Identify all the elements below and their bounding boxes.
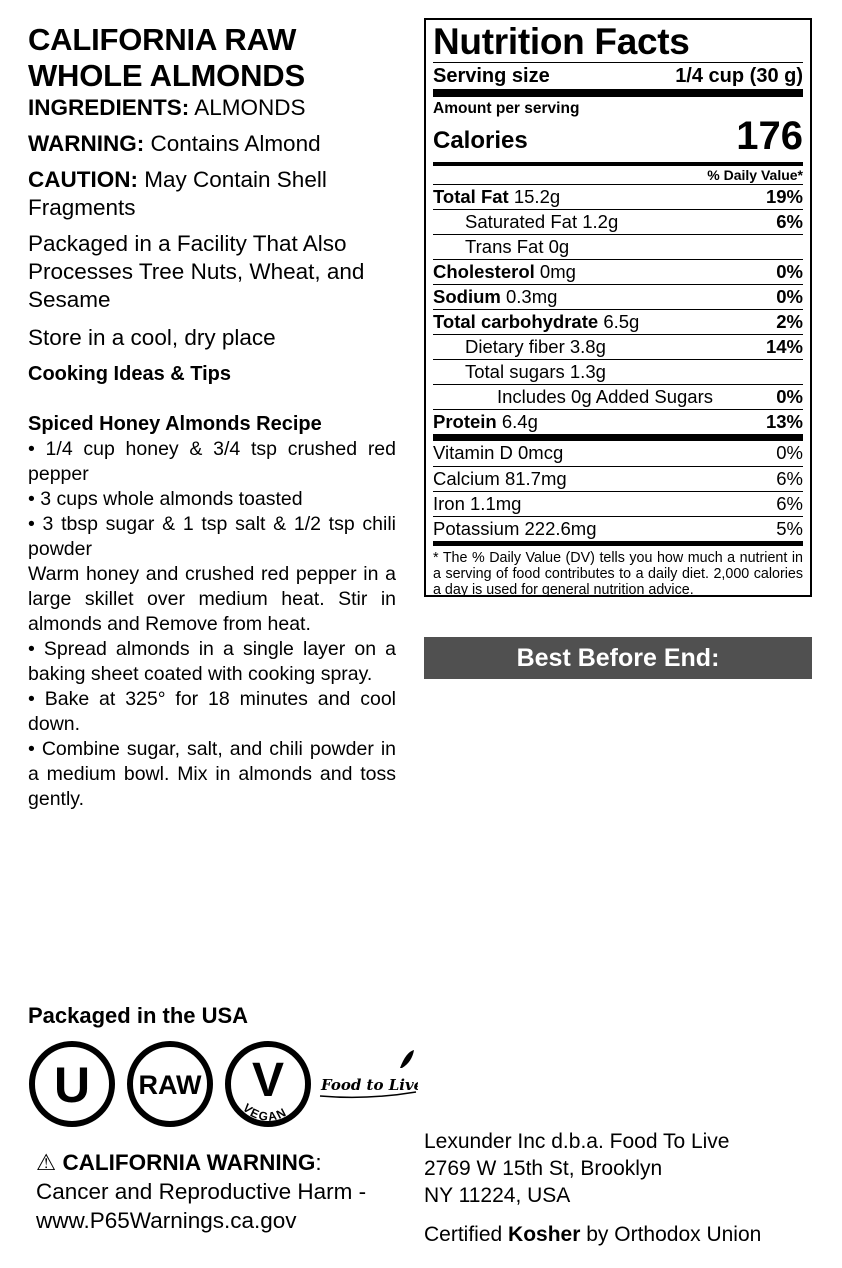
nutrient-name: Protein [433, 411, 497, 432]
recipe-step: • Combine sugar, salt, and chili powder in a medium bowl. Mix in almonds and toss gently. [28, 738, 396, 810]
nutrient-dv: 0% [776, 261, 803, 282]
ingredients-label: INGREDIENTS: [28, 95, 190, 120]
nutrient-row [433, 334, 803, 359]
nutrient-row [433, 384, 803, 409]
nutrient-name: Includes 0g Added Sugars [497, 386, 713, 407]
serving-size-value: 1/4 cup (30 g) [675, 65, 803, 87]
packaged-in-usa: Packaged in the USA [28, 1003, 249, 1028]
certification-logos [28, 1038, 418, 1130]
nutrient-dv: 6% [776, 211, 803, 232]
vitamin-dv: 6% [776, 468, 803, 489]
nutrient-row [433, 209, 803, 234]
vitamin-name: Calcium 81.7mg [433, 468, 567, 489]
vitamin-row [433, 516, 803, 541]
calories-value: 176 [736, 114, 803, 158]
nutrient-name: Trans Fat [465, 236, 544, 257]
recipe-step: • Bake at 325° for 18 minutes and cool down. [28, 688, 396, 735]
brand-text: Food to Live [321, 1076, 418, 1094]
recipe-step: Warm honey and crushed red pepper in a large skillet over medium heat. Stir in almonds and Remove from heat. [28, 563, 396, 635]
nutrient-amount: 6.5g [603, 311, 640, 332]
cooking-tips-heading: Cooking Ideas & Tips [28, 363, 231, 385]
recipe-steps [28, 437, 396, 812]
product-title-line1: CALIFORNIA RAW [28, 22, 297, 57]
vitamin-name: Vitamin D 0mcg [433, 442, 564, 463]
nutrient-amount: 15.2g [513, 186, 561, 207]
vitamin-dv: 0% [776, 442, 803, 463]
caution [28, 166, 396, 222]
vitamin-dv: 5% [776, 518, 803, 539]
facility-statement: Packaged in a Facility That Also Processes Tree Nuts, Wheat, and Sesame [28, 231, 365, 312]
vegan-text: VEGAN [240, 1100, 290, 1124]
nutrient-row [433, 234, 803, 259]
nutrient-amount: 0.3mg [505, 286, 558, 307]
serving-size-row [433, 63, 803, 89]
nutrient-name: Total Fat [433, 186, 509, 207]
nutrient-amount: 1.3g [569, 361, 606, 382]
daily-value-footnote: * The % Daily Value (DV) tells you how much a nutrient in a serving of food contributes to a daily diet. 2,000 calories a day is used for general nutrition advice. [433, 550, 803, 598]
raw-icon [130, 1044, 210, 1124]
vegan-v: V [251, 1054, 285, 1107]
warning [28, 130, 396, 158]
daily-value-header: % Daily Value* [433, 162, 803, 184]
calories-row [433, 114, 803, 158]
nutrient-name: Sodium [433, 286, 501, 307]
nutrient-amount: 0mg [539, 261, 576, 282]
caution-value: May Contain Shell Fragments [28, 167, 327, 220]
nutrient-row [433, 259, 803, 284]
best-before-banner: Best Before End: [424, 637, 812, 679]
vitamin-row [433, 441, 803, 466]
product-info-column [28, 22, 396, 812]
nutrient-name: Saturated Fat [465, 211, 578, 232]
recipe-step: • 1/4 cup honey & 3/4 tsp crushed red pepper [28, 438, 396, 485]
recipe-title: Spiced Honey Almonds Recipe [28, 413, 322, 435]
nutrient-amount: 1.2g [582, 211, 619, 232]
company-address [424, 1128, 814, 1248]
nutrient-row [433, 409, 803, 434]
nutrition-facts-panel [424, 18, 812, 597]
warning-value: Contains Almond [144, 131, 321, 156]
nutrient-row [433, 284, 803, 309]
colon: : [315, 1150, 322, 1175]
recipe-step: • 3 tbsp sugar & 1 tsp salt & 1/2 tsp chili powder [28, 513, 396, 560]
ou-letter: U [53, 1057, 91, 1113]
warning-triangle-icon: ⚠ [36, 1150, 57, 1175]
ingredients-value: ALMONDS [189, 95, 306, 120]
nutrition-facts-title: Nutrition Facts [433, 21, 690, 62]
food-to-live-logo [320, 1050, 418, 1097]
nutrient-amount: 6.4g [501, 411, 538, 432]
nutrient-name: Total carbohydrate [433, 311, 599, 332]
vitamin-row [433, 466, 803, 491]
recipe-step: • 3 cups whole almonds toasted [28, 488, 303, 510]
kosher-suffix: by Orthodox Union [580, 1223, 762, 1246]
recipe-step: • Spread almonds in a single layer on a baking sheet coated with cooking spray. [28, 638, 396, 685]
kosher-bold: Kosher [508, 1223, 581, 1246]
ingredients [28, 94, 396, 122]
calories-label: Calories [433, 127, 528, 154]
nutrient-name: Cholesterol [433, 261, 535, 282]
nutrient-amount: 0g [548, 236, 570, 257]
nutrient-name: Total sugars [465, 361, 565, 382]
california-warning [36, 1148, 406, 1235]
ou-kosher-icon [32, 1044, 112, 1124]
nutrient-row [433, 309, 803, 334]
kosher-prefix: Certified [424, 1223, 509, 1246]
company-street: 2769 W 15th St, Brooklyn [424, 1157, 663, 1180]
vitamin-name: Iron 1.1mg [433, 493, 522, 514]
warning-label: WARNING: [28, 131, 145, 156]
leaf-icon [400, 1050, 414, 1068]
vitamin-row [433, 491, 803, 516]
nutrient-dv: 19% [765, 186, 803, 207]
vitamin-name: Potassium 222.6mg [433, 518, 597, 539]
nutrient-dv: 14% [765, 336, 803, 357]
caution-label: CAUTION: [28, 167, 138, 192]
product-title-line2: WHOLE ALMONDS [28, 58, 305, 93]
nutrient-dv: 0% [776, 286, 803, 307]
storage-instructions: Store in a cool, dry place [28, 325, 276, 350]
vegan-icon [228, 1044, 308, 1124]
vitamin-dv: 6% [776, 493, 803, 514]
nutrient-dv: 2% [776, 311, 803, 332]
nutrient-row [433, 184, 803, 209]
kosher-certification [424, 1221, 814, 1248]
nutrient-dv: 13% [765, 411, 803, 432]
serving-size-label: Serving size [433, 65, 550, 87]
product-title [28, 22, 396, 94]
nutrient-dv: 0% [776, 386, 803, 407]
warning-url: www.P65Warnings.ca.gov [36, 1208, 297, 1233]
nutrient-amount: 3.8g [569, 336, 606, 357]
company-city: NY 11224, USA [424, 1184, 571, 1207]
warning-line1: Cancer and Reproductive Harm - [36, 1179, 367, 1204]
raw-text: RAW [138, 1070, 202, 1100]
logos-svg [28, 1038, 418, 1130]
nutrient-row [433, 359, 803, 384]
nutrient-name: Dietary fiber [465, 336, 565, 357]
amount-per-serving: Amount per serving [433, 100, 580, 117]
california-warning-label: CALIFORNIA WARNING [62, 1150, 316, 1175]
company-name: Lexunder Inc d.b.a. Food To Live [424, 1130, 730, 1153]
